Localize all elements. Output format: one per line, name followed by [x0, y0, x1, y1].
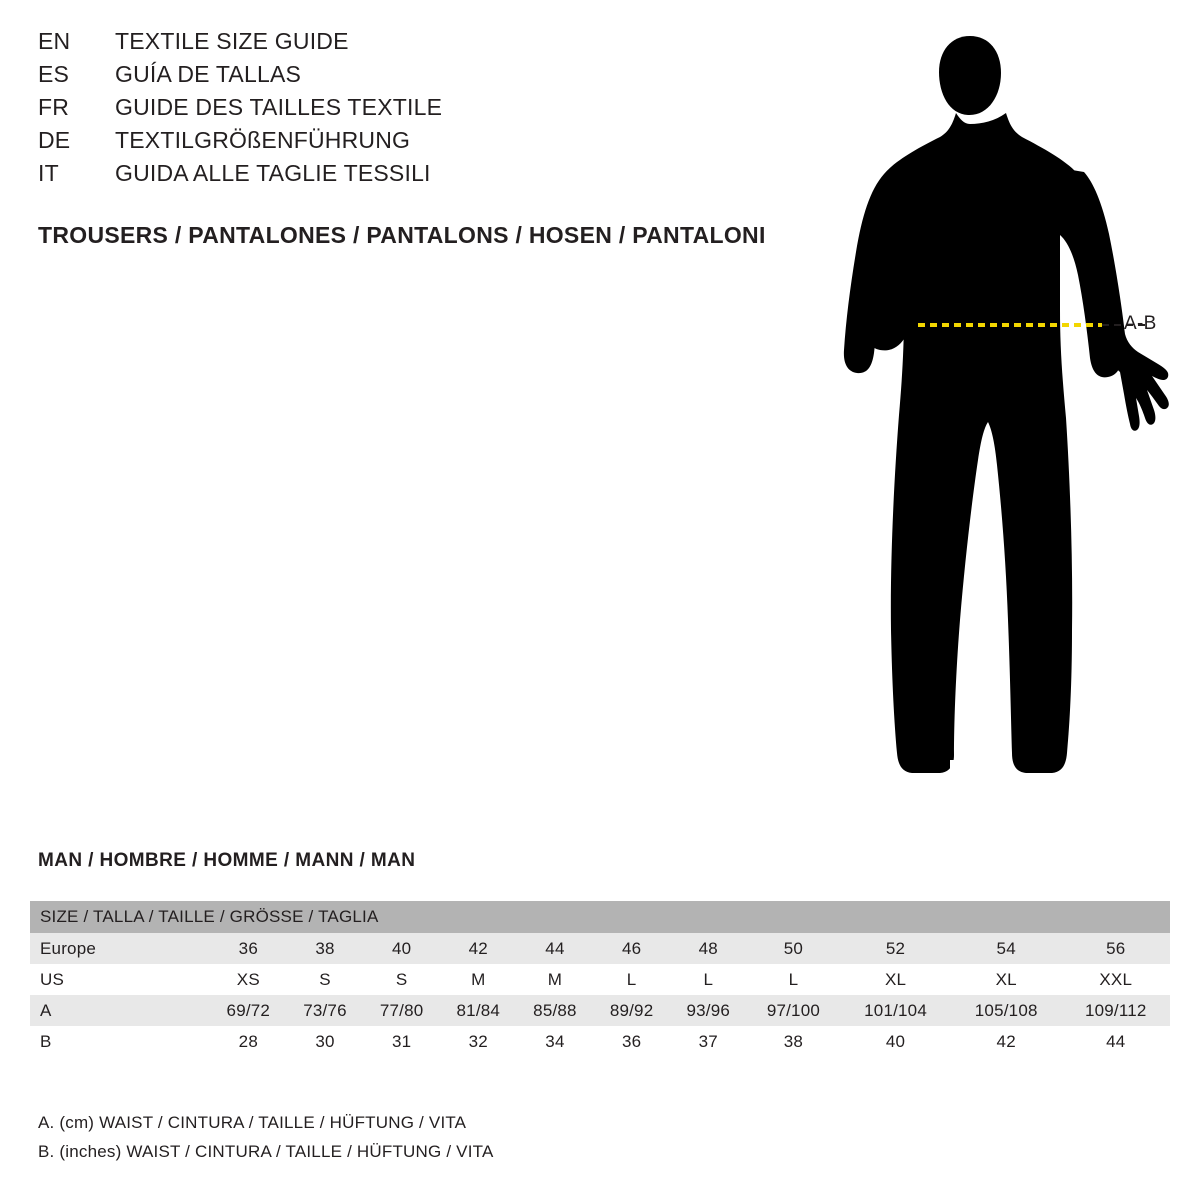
- language-text-de: TEXTILGRÖßENFÜHRUNG: [115, 127, 411, 153]
- table-cell: M: [440, 964, 517, 995]
- table-cell: 42: [440, 933, 517, 964]
- footnote-b: B. (inches) WAIST / CINTURA / TAILLE / HÜFTUNG / VITA: [38, 1142, 494, 1161]
- table-cell: 85/88: [517, 995, 594, 1026]
- table-cell: 93/96: [670, 995, 747, 1026]
- language-text-es: GUÍA DE TALLAS: [115, 61, 302, 87]
- table-cell: 28: [210, 1026, 287, 1057]
- garment-type-title: TROUSERS / PANTALONES / PANTALONS / HOSEN / PANTALONI: [38, 222, 766, 248]
- table-cell: M: [517, 964, 594, 995]
- table-cell: 77/80: [363, 995, 440, 1026]
- language-code-fr: FR: [38, 94, 70, 120]
- table-cell: 42: [951, 1026, 1062, 1057]
- language-row-it: [38, 160, 798, 193]
- table-cell: 50: [747, 933, 841, 964]
- table-cell: 52: [840, 933, 951, 964]
- language-row-en: [38, 28, 798, 61]
- table-cell: 81/84: [440, 995, 517, 1026]
- table-cell: XL: [951, 964, 1062, 995]
- table-row: [30, 995, 1170, 1026]
- table-cell: 40: [363, 933, 440, 964]
- language-code-en: EN: [38, 28, 71, 54]
- table-cell: L: [593, 964, 670, 995]
- table-cell: 54: [951, 933, 1062, 964]
- table-cell: 37: [670, 1026, 747, 1057]
- language-row-fr: [38, 94, 798, 127]
- language-text-it: GUIDA ALLE TAGLIE TESSILI: [115, 160, 431, 186]
- table-cell: XL: [840, 964, 951, 995]
- table-row: [30, 933, 1170, 964]
- table-row: [30, 964, 1170, 995]
- table-header-row: [30, 901, 1170, 933]
- table-cell: 56: [1062, 933, 1170, 964]
- table-cell: 97/100: [747, 995, 841, 1026]
- table-cell: L: [670, 964, 747, 995]
- table-cell: 44: [1062, 1026, 1170, 1057]
- language-code-es: ES: [38, 61, 70, 87]
- table-cell: 48: [670, 933, 747, 964]
- male-silhouette-icon: [800, 20, 1200, 810]
- table-cell: S: [363, 964, 440, 995]
- table-cell: 89/92: [593, 995, 670, 1026]
- table-cell: 46: [593, 933, 670, 964]
- table-cell: 40: [840, 1026, 951, 1057]
- language-text-en: TEXTILE SIZE GUIDE: [115, 28, 349, 54]
- table-cell: 30: [287, 1026, 364, 1057]
- footnote-a: A. (cm) WAIST / CINTURA / TAILLE / HÜFTUNG / VITA: [38, 1113, 467, 1132]
- table-cell: L: [747, 964, 841, 995]
- table-header-label: SIZE / TALLA / TAILLE / GRÖSSE / TAGLIA: [30, 901, 1170, 933]
- size-table: [30, 901, 1170, 1057]
- measure-label-ab: A-B: [1124, 313, 1157, 334]
- language-text-fr: GUIDE DES TAILLES TEXTILE: [115, 94, 443, 120]
- row-label-us: US: [30, 964, 210, 995]
- table-cell: XXL: [1062, 964, 1170, 995]
- figure-illustration: [800, 20, 1200, 810]
- table-cell: 31: [363, 1026, 440, 1057]
- table-cell: 38: [287, 933, 364, 964]
- table-cell: 69/72: [210, 995, 287, 1026]
- footnotes: [38, 1108, 494, 1166]
- table-cell: 36: [210, 933, 287, 964]
- table-cell: XS: [210, 964, 287, 995]
- table-cell: 32: [440, 1026, 517, 1057]
- table-cell: 36: [593, 1026, 670, 1057]
- table-cell: 38: [747, 1026, 841, 1057]
- table-cell: 109/112: [1062, 995, 1170, 1026]
- table-cell: 73/76: [287, 995, 364, 1026]
- table-cell: 105/108: [951, 995, 1062, 1026]
- table-row: [30, 1026, 1170, 1057]
- language-row-de: [38, 127, 798, 160]
- row-label-b: B: [30, 1026, 210, 1057]
- table-cell: 34: [517, 1026, 594, 1057]
- language-list: [38, 28, 798, 193]
- table-cell: 101/104: [840, 995, 951, 1026]
- table-section-title: MAN / HOMBRE / HOMME / MANN / MAN: [38, 850, 416, 871]
- table-cell: S: [287, 964, 364, 995]
- table-cell: 44: [517, 933, 594, 964]
- row-label-a: A: [30, 995, 210, 1026]
- language-code-de: DE: [38, 127, 71, 153]
- language-code-it: IT: [38, 160, 59, 186]
- language-row-es: [38, 61, 798, 94]
- row-label-europe: Europe: [30, 933, 210, 964]
